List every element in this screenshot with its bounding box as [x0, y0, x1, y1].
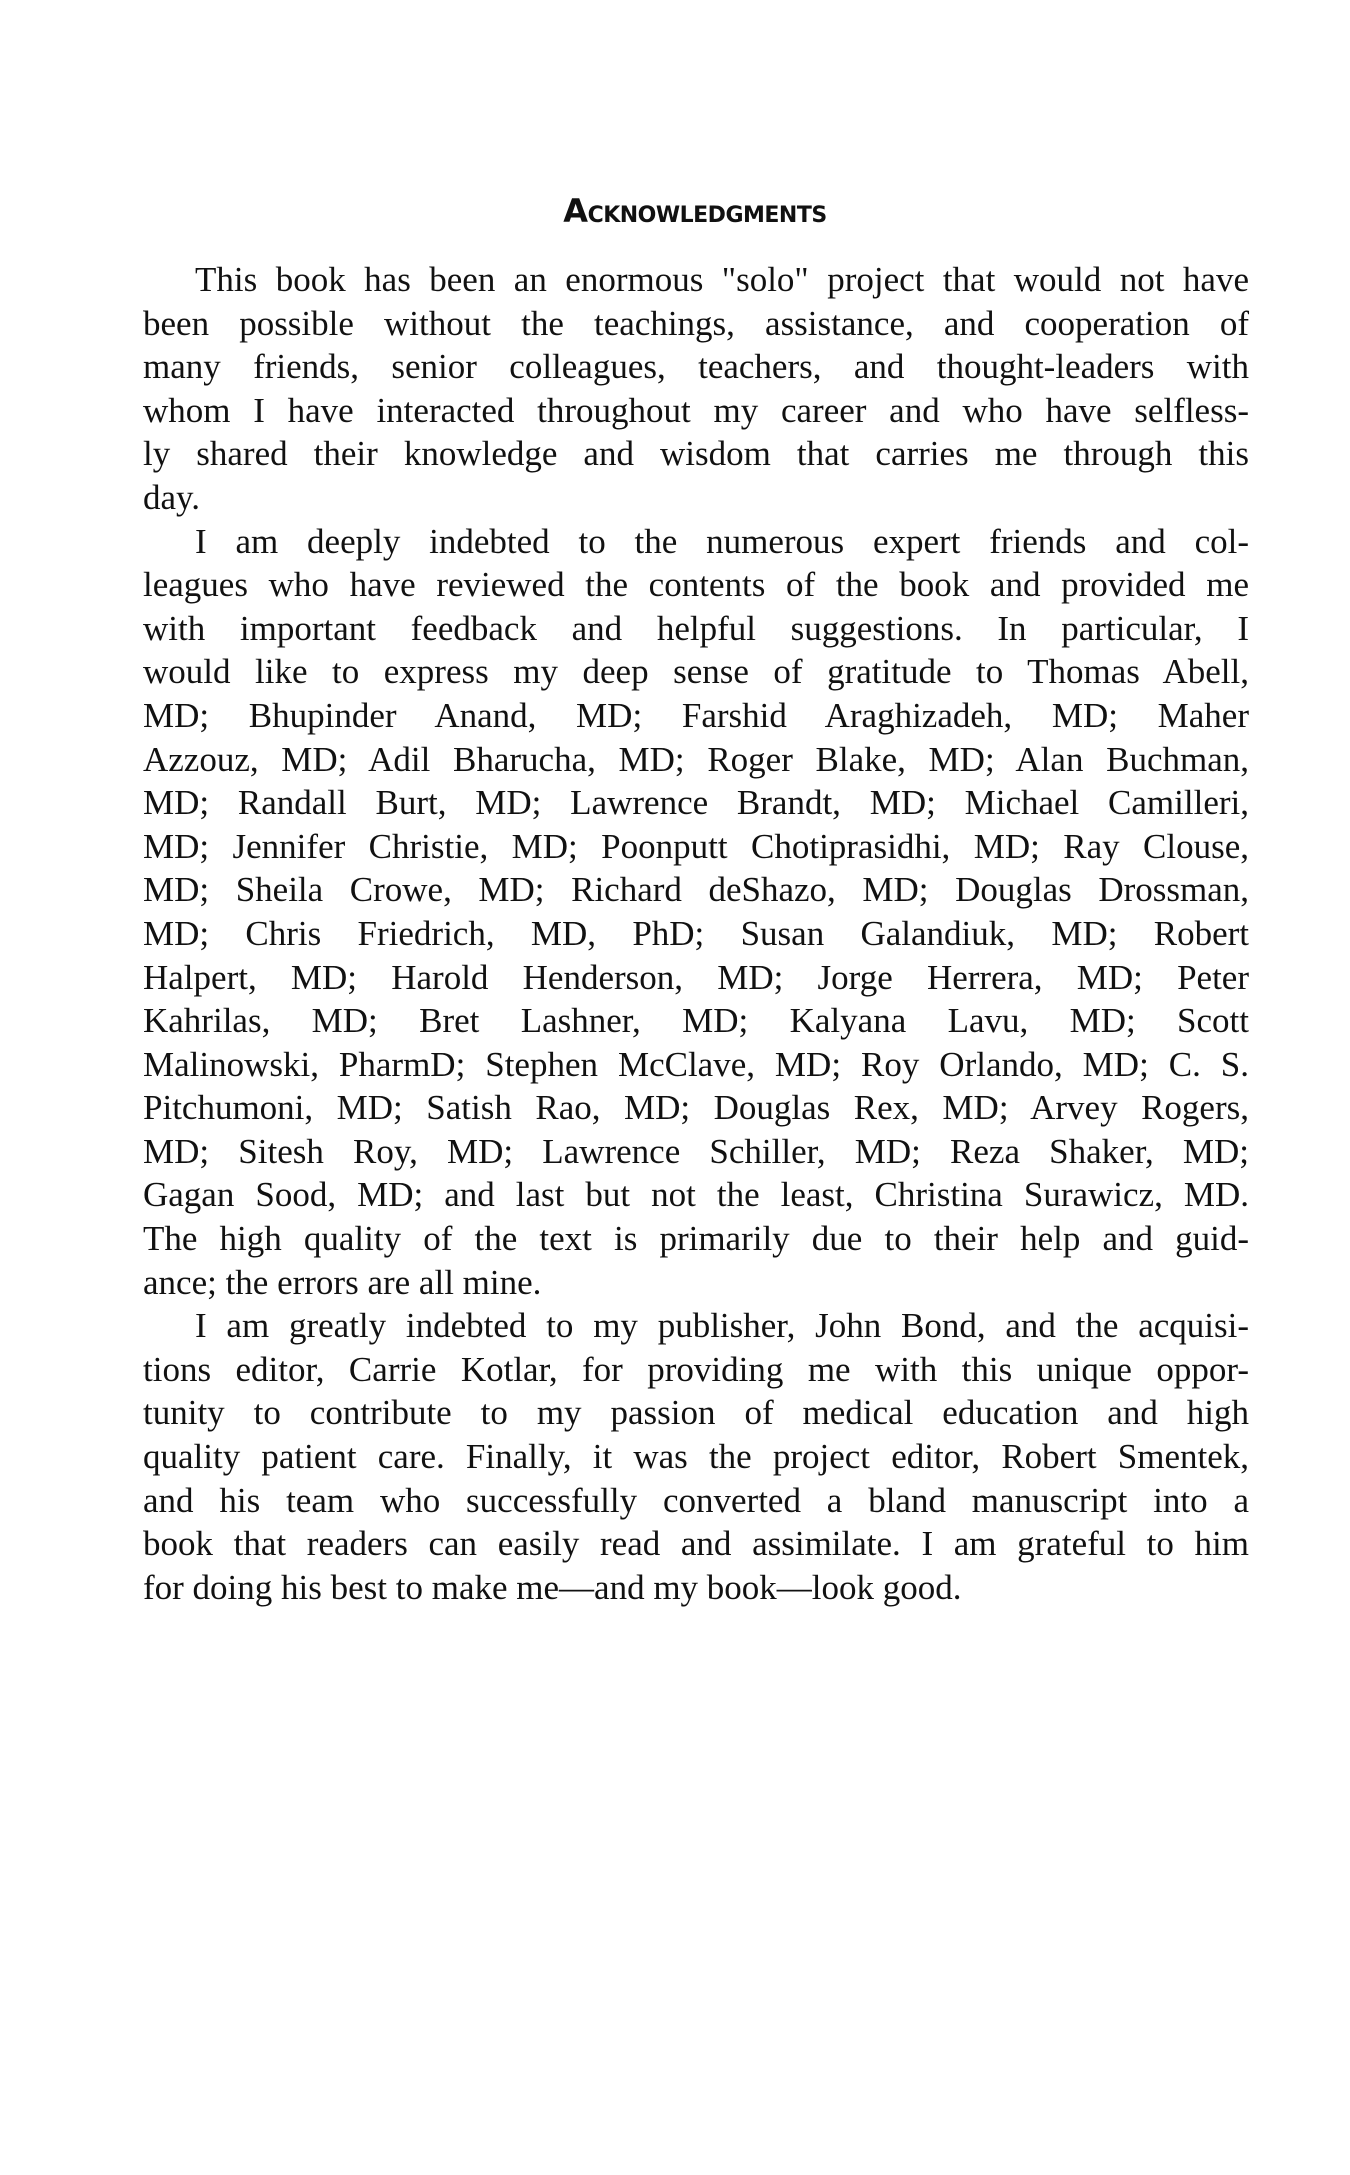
- text-line: I am deeply indebted to the numerous expert friends and col-: [195, 521, 1249, 561]
- text-line: This book has been an enormous "solo" project that would not have: [195, 260, 1249, 299]
- text-line: with important feedback and helpful suggestions. In particular, I: [143, 608, 1249, 648]
- text-line: and his team who successfully converted a bland manuscript into a: [143, 1480, 1249, 1520]
- text-line: Gagan Sood, MD; and last but not the least, Christina Surawicz, MD.: [143, 1175, 1249, 1215]
- text-line: quality patient care. Finally, it was the project editor, Robert Smentek,: [143, 1437, 1249, 1477]
- text-line: MD; Chris Friedrich, MD, PhD; Susan Galandiuk, MD; Robert: [143, 913, 1249, 953]
- text-line: MD; Randall Burt, MD; Lawrence Brandt, MD; Michael Camilleri,: [143, 783, 1249, 823]
- text-line: MD; Sitesh Roy, MD; Lawrence Schiller, MD; Reza Shaker, MD;: [143, 1131, 1249, 1171]
- page-title: Acknowledgments: [563, 192, 827, 230]
- text-line: Kahrilas, MD; Bret Lashner, MD; Kalyana Lavu, MD; Scott: [143, 1001, 1249, 1041]
- text-line: would like to express my deep sense of gratitude to Thomas Abell,: [143, 652, 1249, 692]
- text-line: tunity to contribute to my passion of medical education and high: [143, 1393, 1249, 1433]
- text-line: Pitchumoni, MD; Satish Rao, MD; Douglas Rex, MD; Arvey Rogers,: [143, 1088, 1249, 1128]
- text-line: MD; Jennifer Christie, MD; Poonputt Chotiprasidhi, MD; Ray Clouse,: [143, 826, 1249, 866]
- paragraph: [143, 520, 1249, 1305]
- text-line: for doing his best to make me—and my book—look good.: [143, 1567, 962, 1607]
- acknowledgments-body: [143, 258, 1249, 1609]
- text-line: MD; Bhupinder Anand, MD; Farshid Araghizadeh, MD; Maher: [143, 695, 1249, 735]
- text-line: many friends, senior colleagues, teachers, and thought-leaders with: [143, 347, 1249, 387]
- text-line: Azzouz, MD; Adil Bharucha, MD; Roger Blake, MD; Alan Buchman,: [143, 739, 1249, 779]
- text-line: The high quality of the text is primarily due to their help and guid-: [143, 1219, 1249, 1259]
- paragraph: [143, 258, 1249, 520]
- text-line: tions editor, Carrie Kotlar, for providing me with this unique oppor-: [143, 1349, 1249, 1389]
- text-line: leagues who have reviewed the contents of the book and provided me: [143, 565, 1249, 605]
- text-line: ly shared their knowledge and wisdom that carries me through this: [143, 434, 1249, 474]
- text-line: MD; Sheila Crowe, MD; Richard deShazo, MD; Douglas Drossman,: [143, 870, 1249, 910]
- text-line: Malinowski, PharmD; Stephen McClave, MD; Roy Orlando, MD; C. S.: [143, 1044, 1249, 1084]
- text-line: Halpert, MD; Harold Henderson, MD; Jorge Herrera, MD; Peter: [143, 957, 1249, 997]
- text-line: book that readers can easily read and assimilate. I am grateful to him: [143, 1524, 1249, 1564]
- text-line: been possible without the teachings, assistance, and cooperation of: [143, 303, 1249, 343]
- text-line: ance; the errors are all mine.: [143, 1262, 542, 1302]
- text-line: day.: [143, 477, 201, 517]
- text-line: I am greatly indebted to my publisher, John Bond, and the acquisi-: [195, 1306, 1249, 1346]
- paragraph: [143, 1304, 1249, 1609]
- text-line: whom I have interacted throughout my career and who have selfless-: [143, 390, 1249, 430]
